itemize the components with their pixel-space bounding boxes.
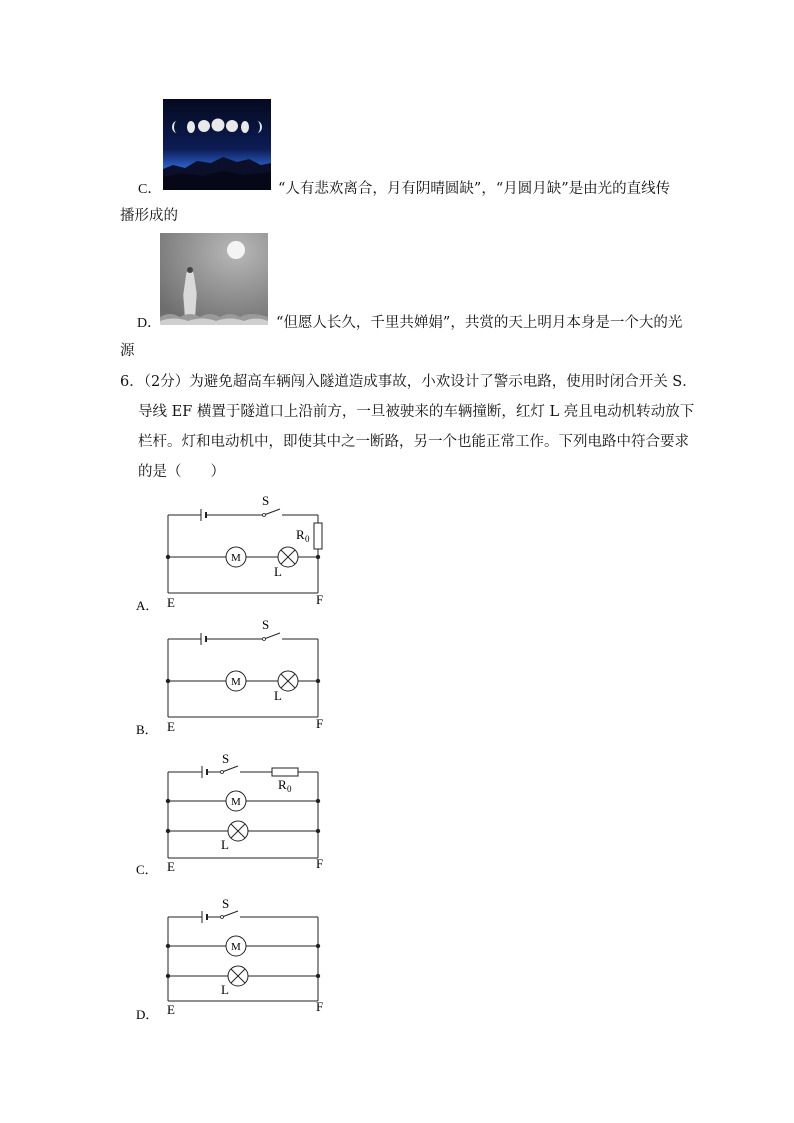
circuit-d	[130, 891, 350, 1026]
end-f-label: F	[316, 856, 324, 871]
motor-label: M	[231, 552, 241, 564]
circuit-c-letter: C．	[136, 862, 158, 877]
resistor-label: R	[296, 527, 305, 542]
option-d-text-line1: “但愿人长久，千里共婵娟”，共赏的天上明月本身是一个大的光	[276, 315, 683, 331]
circuit-a	[130, 490, 350, 620]
lamp-label: L	[221, 982, 229, 997]
lamp-label: L	[274, 564, 282, 579]
circuit-a-letter: A．	[136, 598, 159, 613]
resistor-subscript: 0	[305, 534, 310, 544]
end-e-label: E	[167, 859, 175, 874]
resistor-r0	[314, 523, 322, 549]
circuit-c	[130, 746, 350, 881]
moon-figure-illustration	[160, 233, 268, 325]
motor-label: M	[231, 796, 241, 808]
option-d-text-line2: 源	[120, 343, 135, 359]
lamp-label: L	[274, 688, 282, 703]
end-e-label: E	[167, 595, 175, 610]
switch-label: S	[262, 493, 270, 508]
resistor-r0	[272, 768, 298, 776]
option-c-letter: C．	[138, 182, 162, 197]
question-6-line2: 导线 EF 横置于隧道口上沿前方，一旦被驶来的车辆撞断，红灯 L 亮且电动机转动放下	[138, 404, 695, 420]
resistor-label: R	[278, 777, 287, 792]
circuit-a-diagram	[130, 490, 350, 620]
switch-label: S	[262, 617, 270, 632]
question-6-line3: 栏杆。灯和电动机中，即使其中之一断路，另一个也能正常工作。下列电路中符合要求	[138, 434, 689, 450]
end-f-label: F	[316, 716, 324, 731]
circuit-b	[130, 614, 350, 744]
end-e-label: E	[167, 1002, 175, 1017]
circuit-b-diagram	[130, 614, 350, 744]
circuit-c-diagram	[130, 746, 350, 881]
moon-phases-illustration	[163, 99, 271, 190]
option-c-text-line2: 播形成的	[120, 208, 178, 224]
option-d-letter: D．	[137, 316, 162, 331]
moon-phases-image	[163, 99, 271, 190]
moon-figure-image	[160, 233, 268, 325]
end-f-label: F	[316, 999, 324, 1014]
switch-label: S	[222, 896, 230, 911]
lamp-label: L	[221, 837, 229, 852]
circuit-d-diagram	[130, 891, 350, 1026]
circuit-b-letter: B．	[136, 722, 158, 737]
option-c-text-line1: “人有悲欢离合，月有阴晴圆缺”，“月圆月缺”是由光的直线传	[278, 181, 671, 197]
switch-label: S	[222, 751, 230, 766]
question-6-line1: 6．（2分）为避免超高车辆闯入隧道造成事故，小欢设计了警示电路，使用时闭合开关 S．	[120, 374, 697, 390]
end-e-label: E	[167, 719, 175, 734]
motor-label: M	[231, 941, 241, 953]
resistor-subscript: 0	[287, 784, 292, 794]
motor-label: M	[231, 676, 241, 688]
end-f-label: F	[316, 592, 324, 607]
question-6-line4: 的是（ ）	[138, 464, 225, 480]
circuit-d-letter: D．	[136, 1007, 159, 1022]
